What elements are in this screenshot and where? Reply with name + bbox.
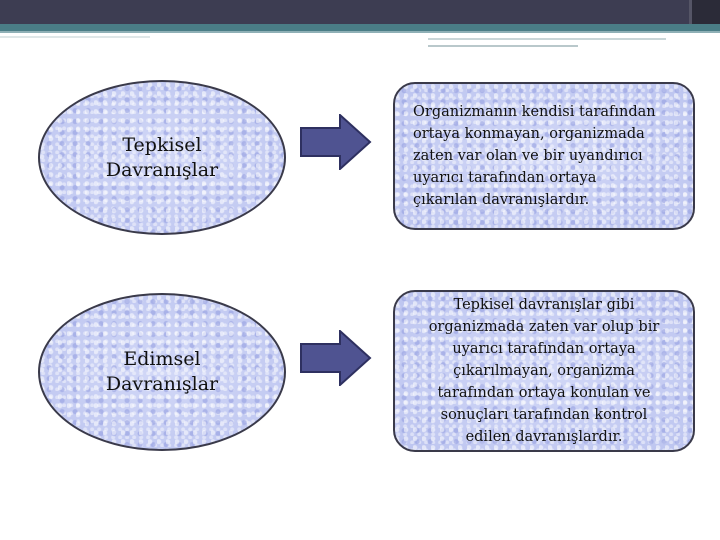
banner-accent-thin-line: [0, 31, 720, 33]
right-arrow-icon: [300, 114, 372, 170]
banner-corner: [692, 0, 720, 24]
term-ellipse-tepkisel: [38, 80, 286, 235]
definition-text: [413, 101, 656, 211]
definition-line: sonuçları tarafından kontrol: [440, 407, 648, 423]
definition-text: [429, 294, 660, 448]
definition-line: çıkarılan davranışlardır.: [413, 192, 590, 208]
right-arrow-icon: [300, 330, 372, 386]
definition-line: organizmada zaten var olup bir: [428, 319, 660, 335]
slide-top-banner: [0, 0, 720, 24]
term-line: Davranışlar: [105, 158, 219, 181]
definition-box-tepkisel: [393, 82, 695, 230]
definition-line: Tepkisel davranışlar gibi: [453, 297, 635, 313]
definition-line: uyarıcı tarafından ortaya: [452, 341, 636, 357]
decorative-line: [0, 36, 150, 38]
definition-line: tarafından ortaya konulan ve: [437, 385, 651, 401]
term-line: Davranışlar: [105, 373, 219, 395]
term-label: [106, 347, 218, 397]
term-line: Edimsel: [123, 348, 201, 370]
definition-line: zaten var olan ve bir uyandırıcı: [413, 148, 643, 164]
term-label: [106, 133, 218, 183]
definition-box-edimsel: [393, 290, 695, 452]
definition-line: Organizmanın kendisi tarafından: [413, 104, 656, 120]
definition-line: ortaya konmayan, organizmada: [413, 126, 645, 142]
definition-line: çıkarılmayan, organizma: [453, 363, 635, 379]
decorative-line: [428, 45, 578, 47]
banner-accent-line: [0, 24, 720, 31]
term-ellipse-edimsel: [38, 293, 286, 451]
decorative-line: [428, 38, 666, 40]
definition-line: edilen davranışlardır.: [465, 429, 623, 445]
term-line: Tepkisel: [122, 133, 202, 156]
definition-line: uyarıcı tarafından ortaya: [413, 170, 597, 186]
